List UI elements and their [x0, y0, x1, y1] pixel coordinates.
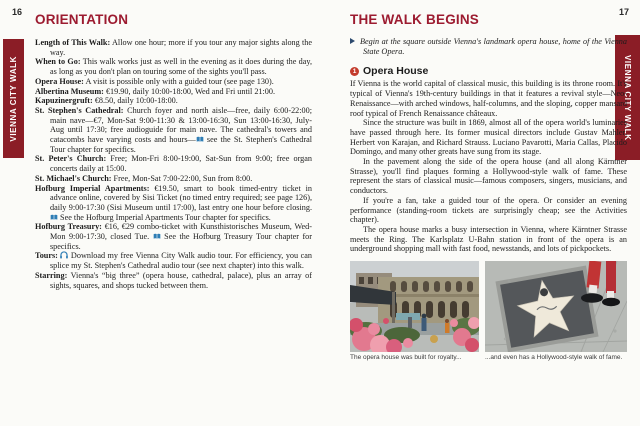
photo-row	[350, 261, 627, 352]
orientation-list	[35, 38, 312, 290]
orientation-entry: Opera House: A visit is possible only with a guided tour (see page 130).	[35, 76, 274, 86]
body-paragraph: In the pavement along the side of the opera house (and all along Kärntner Strasse), you'll find plaques forming a Hollywood-style walk of fame. These represent the stars of classical music—famous composers, singers, musicians, and conductors.	[350, 157, 627, 196]
intro-text: Begin at the square outside Vienna's landmark opera house, home of the Vienna State Opera.	[360, 37, 627, 56]
book-icon	[196, 136, 204, 143]
entry-term: Hofburg Imperial Apartments:	[35, 183, 150, 193]
walk-of-fame-illustration	[485, 261, 627, 352]
side-tab-left	[3, 39, 24, 158]
entry-term: Starring:	[35, 270, 68, 280]
entry-term: Albertina Museum:	[35, 86, 104, 96]
orientation-entry: Kapuzinergruft: €8.50, daily 10:00-18:00.	[35, 96, 178, 106]
entry-term: Opera House:	[35, 76, 84, 86]
body-paragraph: If you're a fan, take a guided tour of the opera. Or consider an evening performance (standing-room tickets are surprisingly cheap; see the Activities chapter).	[350, 195, 627, 225]
orientation-entry: Albertina Museum: €19.90, daily 10:00-18:00, Wed and Fri until 21:00.	[35, 86, 276, 96]
page-right	[350, 7, 627, 361]
orientation-entry: Hofburg Treasury: €16, €29 combo-ticket with Kunsthistorisches Museum, Wed-Mon 9:00-17:30, closed Tue. See the Hofburg Treasury Tour chapter for specifics.	[35, 222, 313, 251]
walk-paragraphs	[350, 79, 627, 254]
photo-walk-of-fame-star	[485, 261, 627, 352]
entry-term: St. Michael's Church:	[35, 173, 112, 183]
body-paragraph: The opera house marks a busy intersection in Vienna, where Kärntner Strasse meets the Ring. The Karlsplatz U-Bahn station in front of the opera is an underground shopping mall with fast food, newsstands, and lots of pickpockets.	[350, 224, 627, 254]
tab-label: VIENNA CITY WALK	[623, 54, 632, 141]
orientation-entry: Length of This Walk: Allow one hour; more if you tour any major sights along the way.	[35, 38, 312, 57]
entry-term: When to Go:	[35, 57, 81, 67]
tab-label: VIENNA CITY WALK	[9, 55, 18, 142]
entry-term: St. Stephen's Cathedral:	[35, 105, 124, 115]
photo-opera-house	[350, 261, 479, 352]
walk-begins-heading: THE WALK BEGINS	[350, 12, 480, 27]
section-head	[350, 65, 627, 77]
orientation-entry: Starring: Vienna's “big three” (opera house, cathedral, palace), plus an array of sights, squares, and shops tucked between them.	[35, 270, 312, 290]
orientation-entry: When to Go: This walk works just as well in the evening as it does during the day, as long as you don't plan on touring some of the sights you'll pass.	[35, 57, 312, 77]
book-icon	[153, 233, 161, 240]
orientation-entry: St. Michael's Church: Free, Mon-Sat 7:00-22:00, Sun from 8:00.	[35, 173, 253, 183]
caption-row	[350, 354, 627, 361]
entry-term: Hofburg Treasury:	[35, 222, 102, 232]
section-title: Opera House	[363, 65, 429, 78]
body-paragraph: If Vienna is the world capital of classical music, this building is its throne room. It's typical of Vienna's 19th-century buildings in that it features a revival style—Neo-Renaissance—with arched windows, half-columns, and the sloping, copper mansard roof typical of French Renaissance châteaux.	[350, 79, 627, 118]
page-left	[35, 7, 312, 290]
book-icon	[50, 214, 58, 221]
triangle-bullet-icon	[350, 38, 355, 44]
body-paragraph: Since the structure was built in 1869, almost all of the opera world's luminaries have passed through here. Its former musical directors include Gustav Mahler, Herbert von Karajan, and Richard Strauss. Luciano Pavarotti, Maria Callas, Placido Domingo, and many other greats have sung from its stage.	[350, 118, 627, 157]
page-number-right: 17	[618, 7, 629, 17]
entry-term: Kapuzinergruft:	[35, 96, 93, 106]
photo-caption: The opera house was built for royalty...	[350, 354, 462, 362]
orientation-entry: St. Peter's Church: Free; Mon-Fri 8:00-19:00, Sat-Sun from 9:00; free organ concerts daily at 15:00.	[35, 154, 312, 174]
page-number-left: 16	[12, 7, 23, 17]
photo-caption: ...and even has a Hollywood-style walk of fame.	[485, 354, 623, 362]
orientation-heading: ORIENTATION	[35, 12, 129, 27]
opera-house-illustration	[350, 261, 479, 352]
headphones-icon	[60, 251, 68, 259]
entry-term: Tours:	[35, 251, 58, 261]
orientation-entry: Hofburg Imperial Apartments: €19.50, smart to book timed-entry ticket in advance online, covered by Sisi Ticket (no timed entry required; see page 126), daily 9:00-17:30 (Sisi Museum until 17:00), last entry one hour before closing. See the Hofburg Imperial Apartments Tour chapter for specifics.	[35, 183, 312, 222]
orientation-entry: Tours: Download my free Vienna City Walk audio tour. For efficiency, you can splice my St. Stephen's Cathedral audio tour (see next chapter) into this walk.	[35, 251, 312, 271]
entry-term: St. Peter's Church:	[35, 154, 107, 164]
orientation-entry: St. Stephen's Cathedral: Church foyer and north aisle—free, daily 6:00-22:00; main nave—€7, Mon-Sat 9:00-11:30 & 13:00-16:30, Sun 13:00-16:30, July-Aug until 17:30; free audioguide for main nave. The cathedral's towers and catacombs have varying costs and hours— see the St. Stephen's Cathedral Tour chapter for specifics.	[35, 105, 312, 154]
intro-direction	[350, 37, 627, 56]
entry-term: Length of This Walk:	[35, 38, 111, 47]
stop-number-marker: 1	[350, 67, 359, 76]
